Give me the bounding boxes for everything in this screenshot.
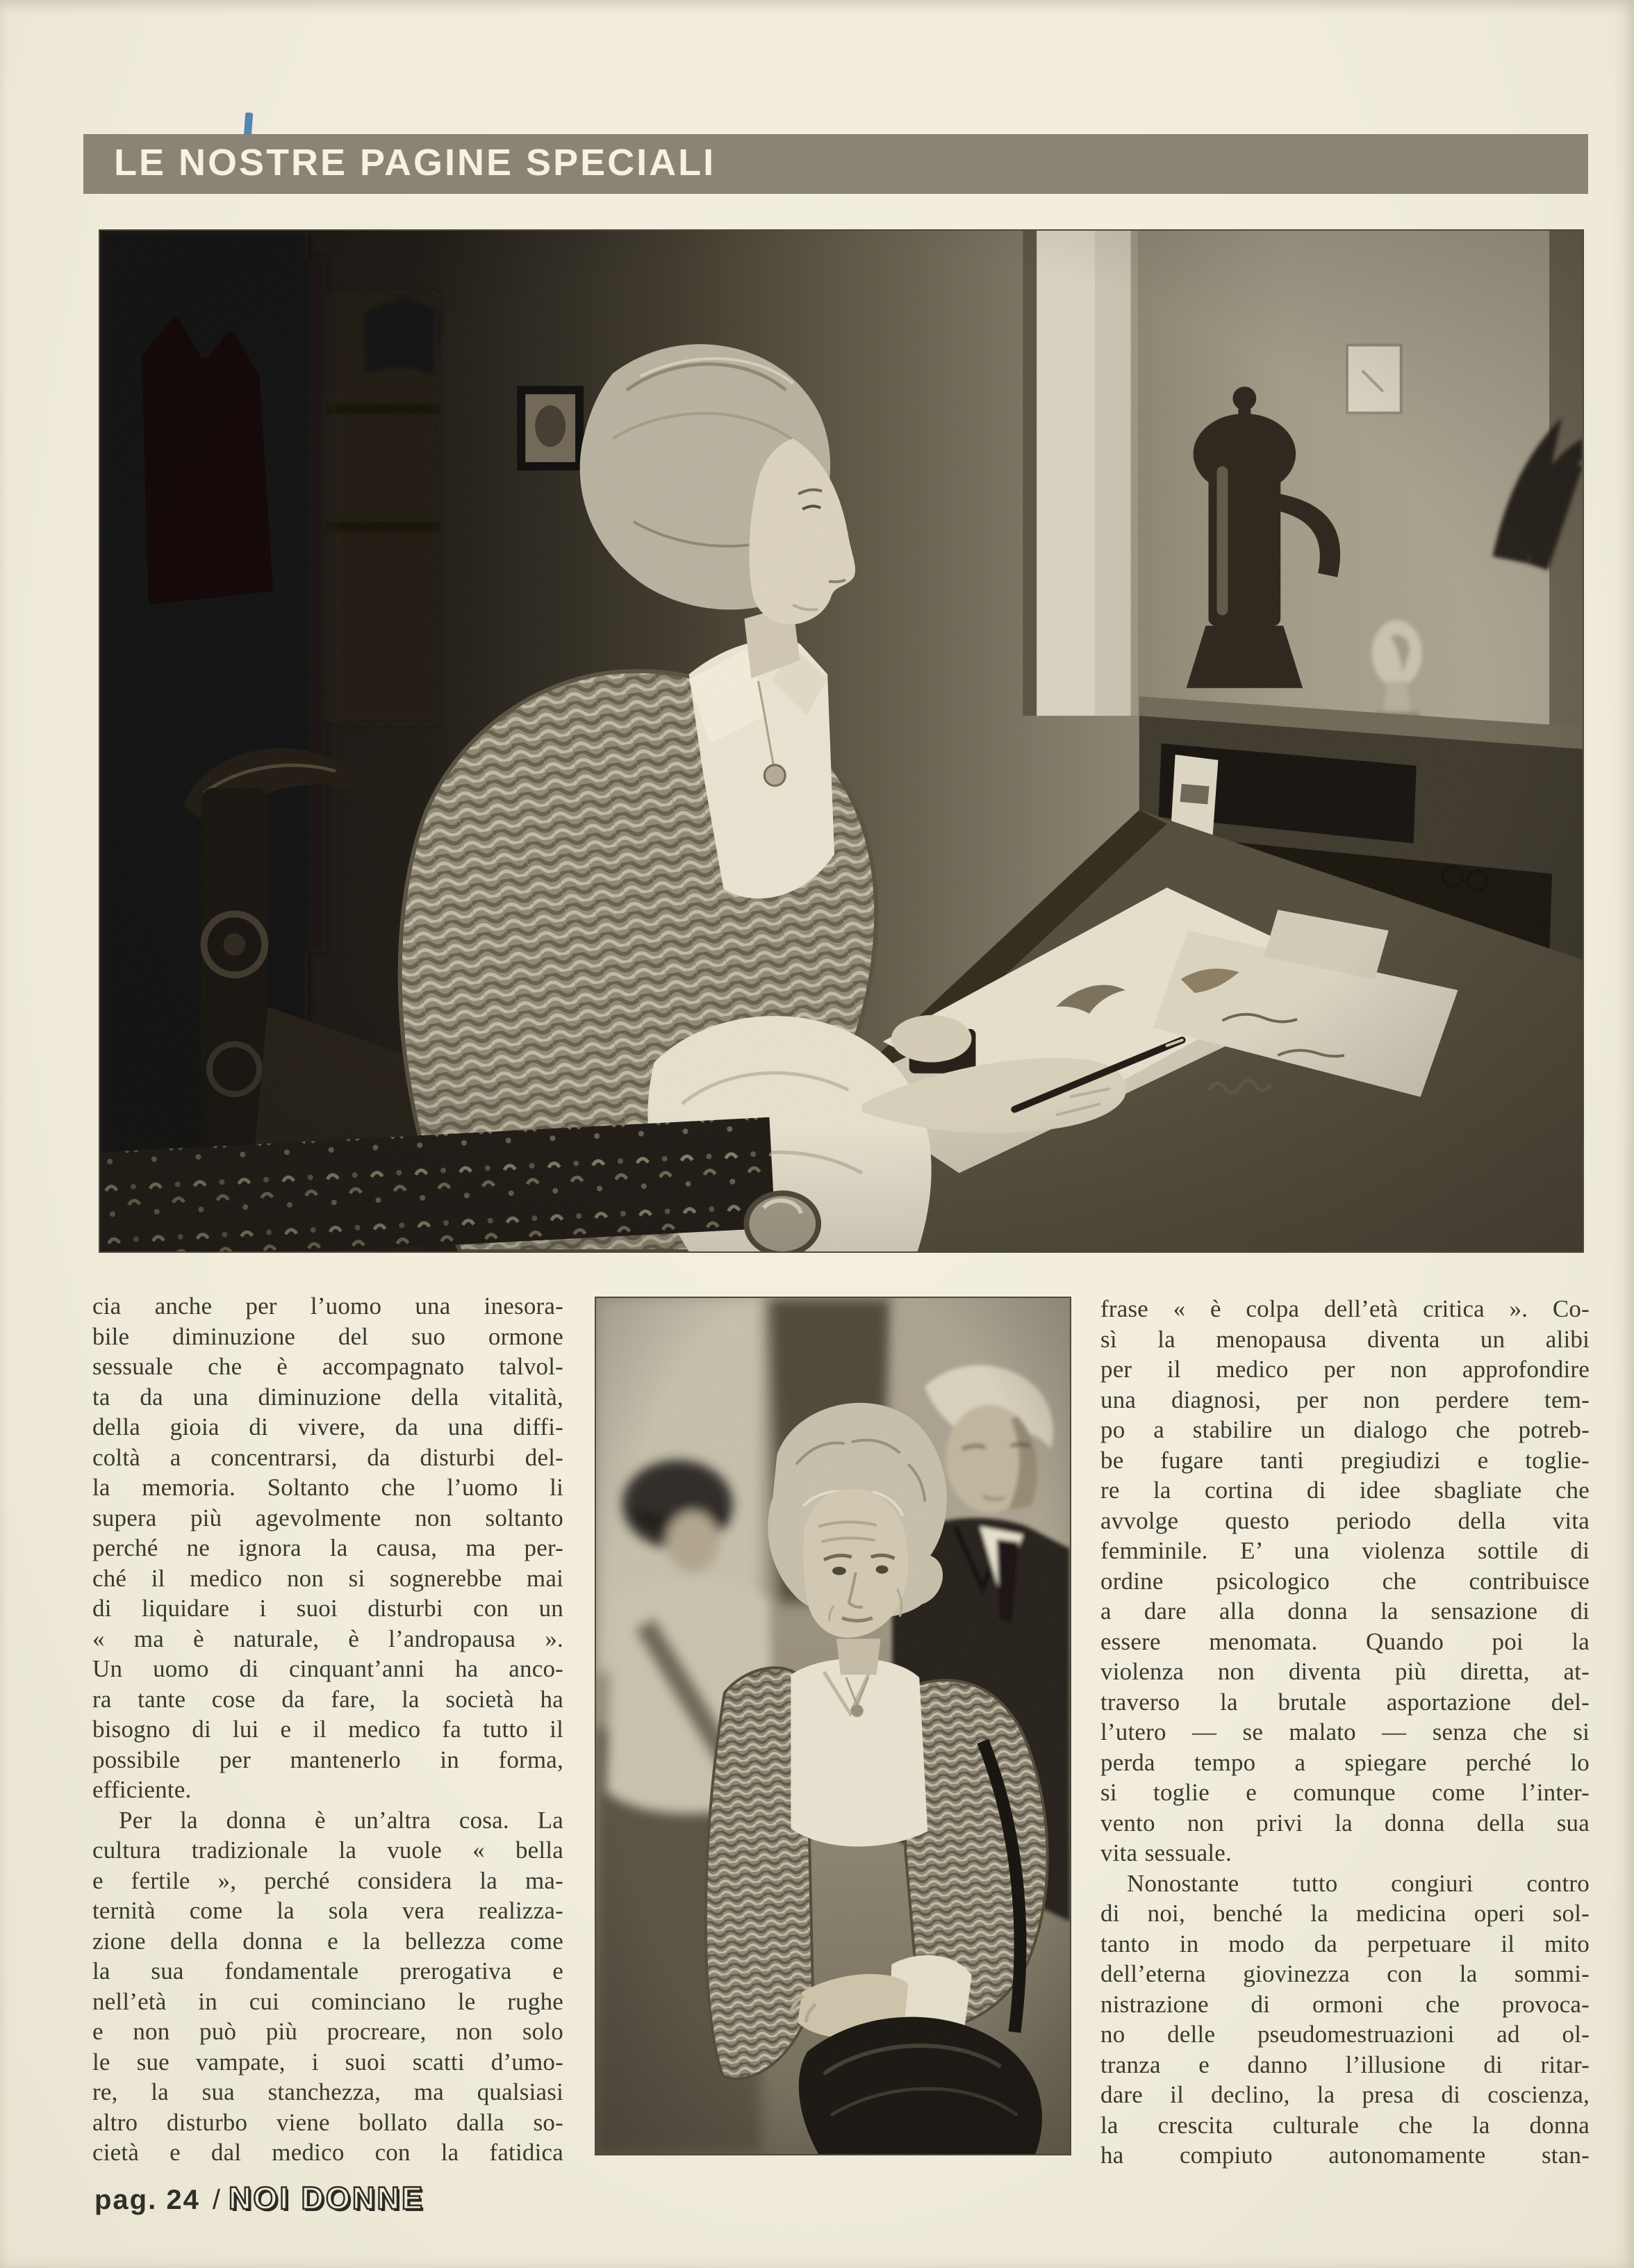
text-line: no delle pseudomestruazioni ad ol- xyxy=(1100,2021,1590,2048)
text-line: violenza non diventa più diretta, at- xyxy=(1100,1658,1590,1685)
text-line: di liquidare i suoi disturbi con un xyxy=(92,1595,563,1622)
text-line: frase « è colpa dell’età critica ». Co- xyxy=(1100,1295,1590,1322)
magazine-logo: NOI DONNE xyxy=(228,2180,424,2216)
text-line: « ma è naturale, è l’andropausa ». xyxy=(92,1625,563,1652)
text-line: traverso la brutale asportazione del- xyxy=(1100,1688,1590,1716)
text-line: nell’età in cui cominciano le rughe xyxy=(92,1987,563,2015)
text-line: perda tempo a spiegare perché lo xyxy=(1100,1748,1590,1776)
text-line: possibile per mantenerlo in forma, xyxy=(92,1745,563,1773)
text-line: della gioia di vivere, da una diffi- xyxy=(92,1413,563,1440)
text-line: di noi, benché la medicina operi sol- xyxy=(1100,1900,1590,1927)
text-line: ché il medico non si sognerebbe mai xyxy=(92,1564,563,1592)
text-line: po a stabilire un dialogo che potreb- xyxy=(1100,1416,1590,1443)
footer-separator: / xyxy=(212,2185,220,2215)
text-line: dare il declino, la presa di coscienza, xyxy=(1100,2081,1590,2108)
text-line: ternità come la sola vera realizza- xyxy=(92,1897,563,1924)
text-line: bile diminuzione del suo ormone xyxy=(92,1322,563,1350)
text-line: coltà a concentrarsi, da disturbi del- xyxy=(92,1443,563,1471)
text-line: le sue vampate, i suoi scatti d’umo- xyxy=(92,2048,563,2076)
right-text-column xyxy=(1100,1294,1590,2171)
text-line: re, la sua stanchezza, ma qualsiasi xyxy=(92,2078,563,2105)
text-line: la sua fondamentale prerogativa e xyxy=(92,1957,563,1984)
text-line: per il medico per non approfondire xyxy=(1100,1356,1590,1383)
text-line: avvolge questo periodo della vita xyxy=(1100,1506,1590,1534)
text-line: be fugare tanti pregiudizi e toglie- xyxy=(1100,1446,1590,1474)
text-line: a dare alla donna la sensazione di xyxy=(1100,1597,1590,1625)
text-line: tranza e danno l’illusione di ritar- xyxy=(1100,2051,1590,2078)
text-line: Un uomo di cinquant’anni ha anco- xyxy=(92,1655,563,1682)
text-line: essere menomata. Quando poi la xyxy=(1100,1627,1590,1655)
section-title: LE NOSTRE PAGINE SPECIALI xyxy=(114,142,716,183)
text-line: e non può più procreare, non solo xyxy=(92,2018,563,2045)
text-line: una diagnosi, per non perdere tem- xyxy=(1100,1386,1590,1413)
main-photo-woman-at-drawing-desk xyxy=(99,229,1584,1253)
section-banner xyxy=(83,134,1588,194)
text-line: e fertile », perché considera la ma- xyxy=(92,1866,563,1894)
text-line: ha compiuto autonomamente stan- xyxy=(1100,2142,1590,2169)
text-line: si toglie e comunque come l’inter- xyxy=(1100,1779,1590,1806)
text-line: dell’eterna giovinezza con la sommi- xyxy=(1100,1960,1590,1987)
text-line: zione della donna e la bellezza come xyxy=(92,1927,563,1955)
text-line: ordine psicologico che contribuisce xyxy=(1100,1567,1590,1595)
text-line: la crescita culturale che la donna xyxy=(1100,2111,1590,2139)
crowd-photo-woman-with-shawl xyxy=(595,1297,1071,2155)
text-line: sì la menopausa diventa un alibi xyxy=(1100,1325,1590,1353)
text-line: supera più agevolmente non soltanto xyxy=(92,1504,563,1531)
page-footer xyxy=(94,2180,424,2217)
text-line: tanto in modo da perpetuare il mito xyxy=(1100,1930,1590,1957)
text-line: cia anche per l’uomo una inesora- xyxy=(92,1292,563,1320)
text-line: bisogno di lui e il medico fa tutto il xyxy=(92,1716,563,1743)
text-line: l’utero — se malato — senza che si xyxy=(1100,1718,1590,1745)
crowd-photo-illustration xyxy=(596,1298,1070,2154)
main-photo-illustration xyxy=(100,231,1583,1251)
text-line: ra tante cose da fare, la società ha xyxy=(92,1685,563,1713)
text-line: ta da una diminuzione della vitalità, xyxy=(92,1383,563,1411)
text-line: vento non privi la donna della sua xyxy=(1100,1809,1590,1836)
text-line: vita sessuale. xyxy=(1100,1839,1232,1866)
text-line: femminile. E’ una violenza sottile di xyxy=(1100,1537,1590,1564)
text-line: altro disturbo viene bollato dalla so- xyxy=(92,2108,563,2136)
page-number: pag. 24 xyxy=(94,2185,200,2215)
left-text-column xyxy=(92,1291,563,2168)
text-line: cultura tradizionale la vuole « bella xyxy=(92,1836,563,1864)
text-line: nistrazione di ormoni che provoca- xyxy=(1100,1990,1590,2018)
text-line: Nonostante tutto congiuri contro xyxy=(1127,1869,1590,1897)
text-line: Per la donna è un’altra cosa. La xyxy=(119,1806,563,1834)
text-line: efficiente. xyxy=(92,1776,192,1803)
text-line: cietà e dal medico con la fatidica xyxy=(92,2139,563,2166)
text-line: sessuale che è accompagnato talvol- xyxy=(92,1353,563,1380)
text-line: perché ne ignora la causa, ma per- xyxy=(92,1534,563,1561)
text-line: re la cortina di idee sbagliate che xyxy=(1100,1477,1590,1504)
text-line: la memoria. Soltanto che l’uomo li xyxy=(92,1474,563,1501)
